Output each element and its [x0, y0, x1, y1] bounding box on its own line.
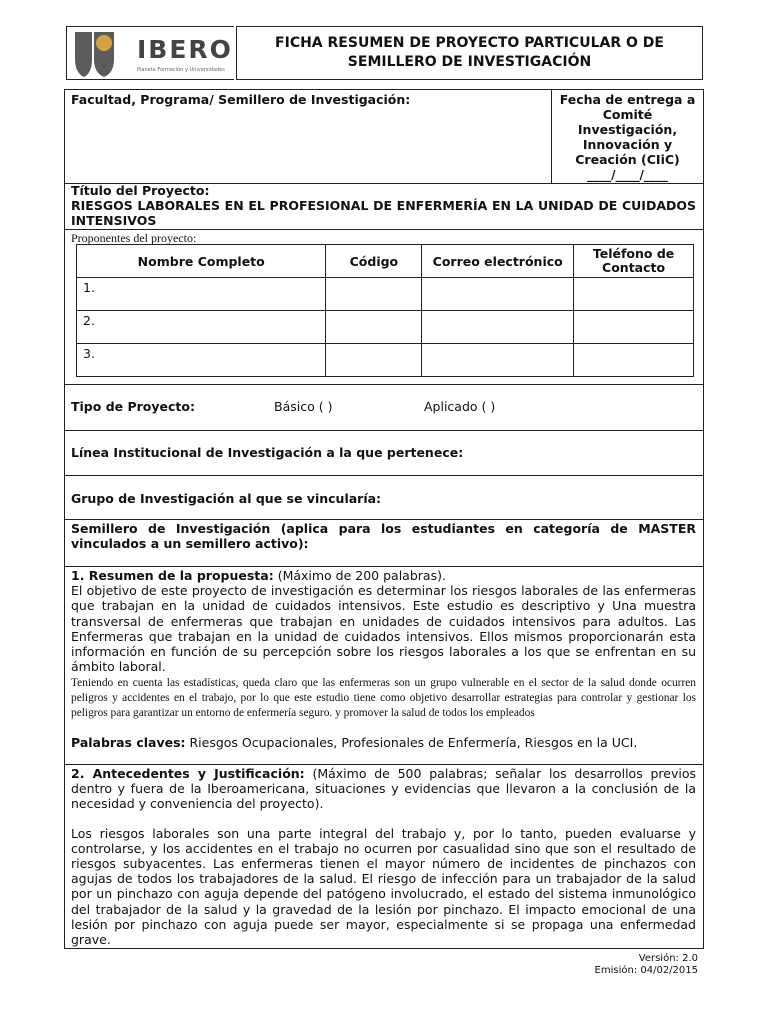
project-title-label: Título del Proyecto:	[71, 183, 210, 198]
table-row-name[interactable]: 2.	[77, 311, 326, 344]
date-label: Fecha de entrega a Comité Investigación, Innovación y Creación (CIiC)	[559, 92, 696, 167]
summary-section	[71, 568, 696, 751]
basic-option[interactable]: Básico ( )	[274, 399, 333, 414]
table-row-phone[interactable]	[574, 278, 694, 311]
background-paragraph: Los riesgos laborales son una parte integral del trabajo y, por lo tanto, pueden evaluarse y controlarse, y los accidentes en el trabajo no ocurren por casualidad sino que son el resultado de riesgos subyacentes. Las enfermeras tienen el mayor número de incidentes de pinchazos con agujas de todos los trabajadores de la salud. El riesgo de infección para un trabajador de la salud por un pinchazo con aguja depende del patógeno involucrado, el estado del sistema inmunológico del trabajador de la salud y la gravedad de la lesión por pinchazo. El impacto emocional de una lesión por pinchazo con aguja puede ser mayor, especialmente si se propaga una enfermedad grave.	[71, 825, 696, 948]
document-title-box	[236, 26, 703, 80]
research-line-label: Línea Institucional de Investigación a la que pertenece:	[71, 445, 464, 460]
table-row-phone[interactable]	[574, 311, 694, 344]
summary-heading: 1. Resumen de la propuesta:	[71, 568, 274, 583]
table-row-code[interactable]	[326, 344, 422, 377]
seedbed-label: Semillero de Investigación (aplica para los estudiantes en categoría de MASTER vinculados a un semillero activo):	[71, 521, 696, 551]
background-note: (Máximo de 500 palabras; señalar los desarrollos previos dentro y fuera de la Iberoamericana, situaciones y evidencias que llevaron a la conclusión de la necesidad y conveniencia del proyecto).	[71, 766, 696, 812]
logo	[66, 26, 234, 80]
header-code: Código	[326, 245, 422, 278]
divider	[64, 475, 704, 476]
proponents-table	[76, 244, 694, 377]
project-type-label: Tipo de Proyecto:	[71, 399, 195, 414]
brand-name: IBERO	[137, 35, 233, 64]
table-row-name[interactable]: 3.	[77, 344, 326, 377]
table-row-email[interactable]	[422, 311, 574, 344]
summary-note: (Máximo de 200 palabras).	[273, 568, 446, 583]
divider	[64, 764, 704, 765]
divider	[64, 430, 704, 431]
keywords-value: Riesgos Ocupacionales, Profesionales de Enfermería, Riesgos en la UCI.	[185, 735, 638, 751]
keywords-label: Palabras claves:	[71, 735, 186, 751]
background-heading: 2. Antecedentes y Justificación:	[71, 766, 305, 781]
footer-emission: Emisión: 04/02/2015	[594, 965, 698, 976]
summary-paragraph-2: Teniendo en cuenta las estadísticas, queda claro que las enfermeras son un grupo vulnerable en el sector de la salud donde ocurren peligros y accidentes en el trabajo, por lo que este estudio tiene como objetivo desarrollar estrategias para controlar y gestionar los peligros para garantizar un entorno de enfermería seguro. y promover la salud de todos los empleados	[71, 677, 696, 720]
table-row-email[interactable]	[422, 278, 574, 311]
applied-option[interactable]: Aplicado ( )	[424, 399, 496, 414]
background-section	[71, 766, 696, 947]
header-email: Correo electrónico	[422, 245, 574, 278]
divider	[64, 229, 704, 230]
research-group-label: Grupo de Investigación al que se vincularía:	[71, 491, 382, 506]
divider	[64, 384, 704, 385]
project-title-value: RIESGOS LABORALES EN EL PROFESIONAL DE ENFERMERÍA EN LA UNIDAD DE CUIDADOS INTENSIVOS	[71, 198, 696, 228]
header-phone: Teléfono de Contacto	[574, 245, 694, 278]
proponents-label: Proponentes del proyecto:	[71, 231, 197, 245]
divider	[64, 519, 704, 520]
ibero-shield-icon	[72, 29, 118, 79]
brand-subtitle: Planeta Formación y Universidades	[137, 67, 225, 73]
summary-paragraph: El objetivo de este proyecto de investigación es determinar los riesgos laborales de las enfermeras que trabajan en la unidad de cuidados intensivos. Este estudio es descriptivo y Una muestra transversal de enfermeras que trabajan en unidades de cuidados intensivos para adultos. Las Enfermeras que trabajan en la unidad de cuidados intensivos. Ellos mismos proporcionarán esta información en función de su percepción sobre los riesgos laborales a los que se enfrentan en su ámbito laboral.	[71, 583, 696, 675]
table-row-name[interactable]: 1.	[77, 278, 326, 311]
table-row-code[interactable]	[326, 278, 422, 311]
table-row-phone[interactable]	[574, 344, 694, 377]
document-title: FICHA RESUMEN DE PROYECTO PARTICULAR O DE SEMILLERO DE INVESTIGACIÓN	[275, 35, 664, 70]
table-row-code[interactable]	[326, 311, 422, 344]
divider	[64, 566, 704, 567]
table-row-email[interactable]	[422, 344, 574, 377]
faculty-label: Facultad, Programa/ Semillero de Investigación:	[71, 92, 411, 107]
header-full-name: Nombre Completo	[77, 245, 326, 278]
date-blank[interactable]: ____/____/____	[587, 168, 668, 182]
footer-version: Versión: 2.0	[638, 953, 698, 964]
